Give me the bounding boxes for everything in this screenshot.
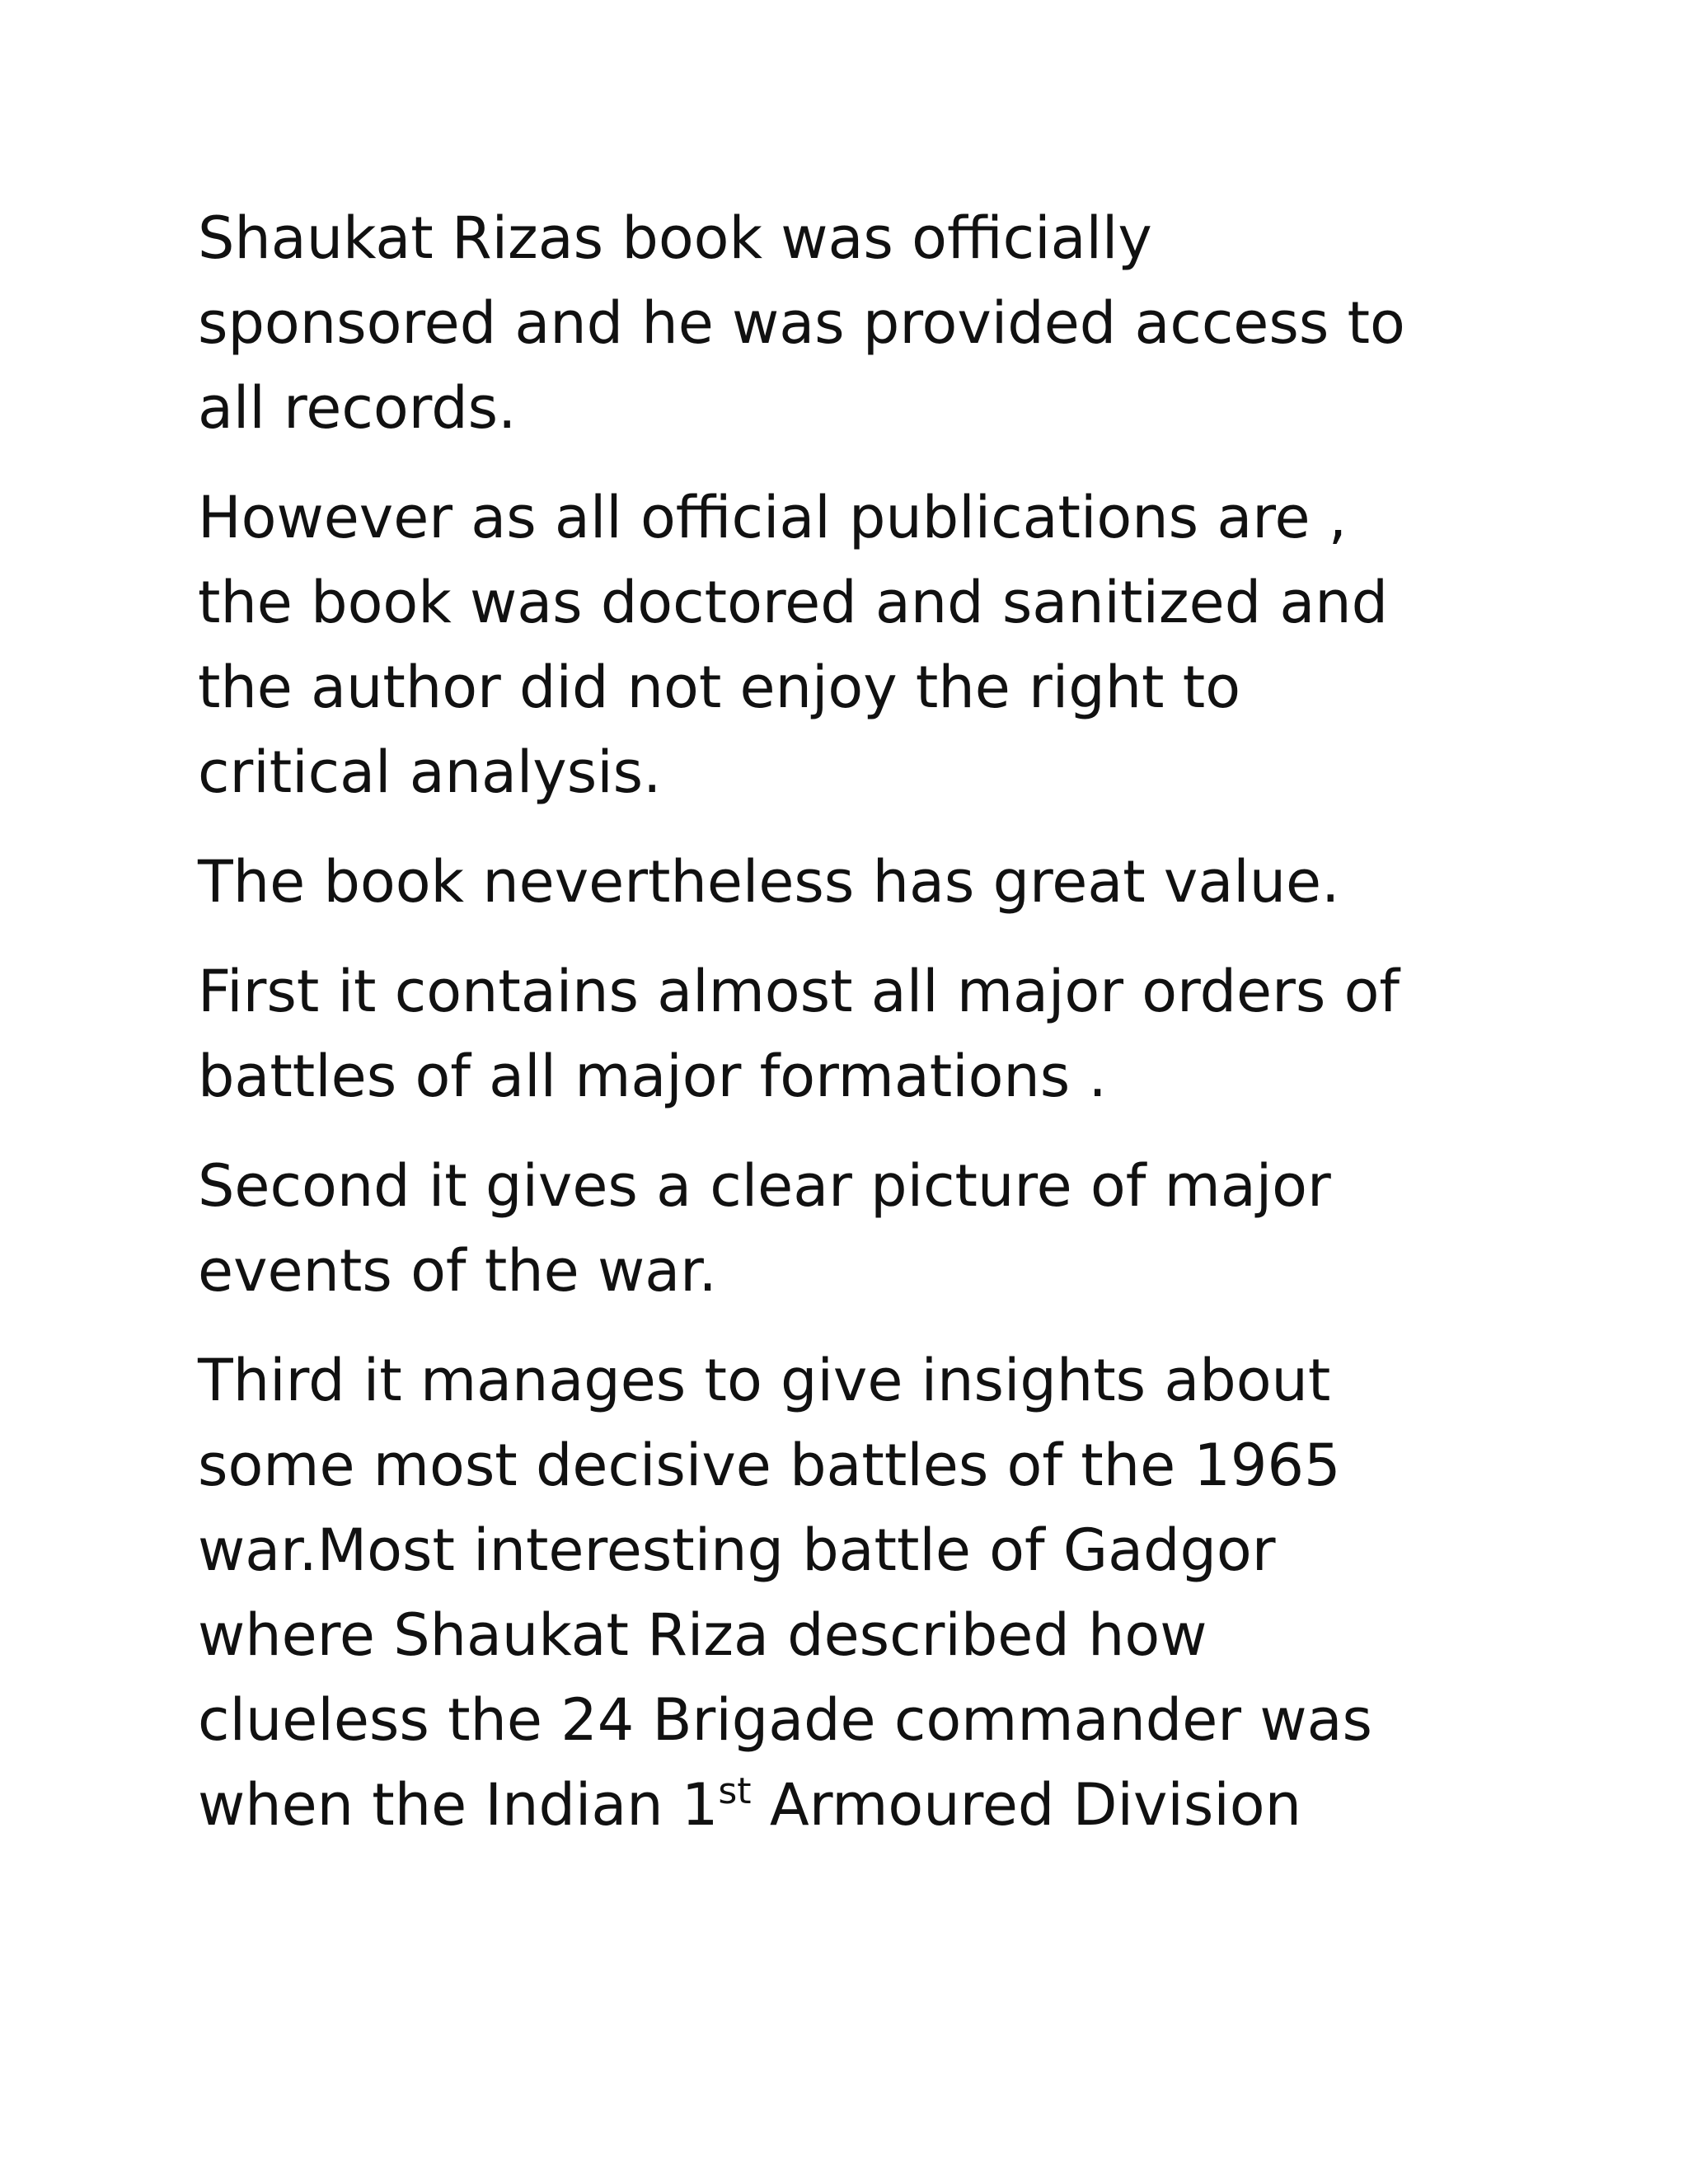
paragraph-2: However as all official publications are , the book was doctored and sanitized and the author did not enjoy the right to critical analysis. <box>198 484 1389 806</box>
paragraph-1: Shaukat Rizas book was officially sponsored and he was provided access to all records. <box>198 204 1405 442</box>
paragraph-5: Second it gives a clear picture of major events of the war. <box>198 1152 1331 1305</box>
paragraph-6-trailing-text: Armoured Division <box>751 1771 1301 1839</box>
ordinal-superscript: st <box>718 1770 752 1812</box>
paragraph-3: The book nevertheless has great value. <box>198 848 1340 916</box>
paragraph-6-main-text: Third it manages to give insights about some most decisive battles of the 1965 war.Most interesting battle of Gadgor where Shaukat Riza described how clueless the 24 Brigade commander was when the Indian 1 <box>198 1347 1372 1839</box>
document-body <box>198 196 1517 1872</box>
paragraph-4: First it contains almost all major orders of battles of all major formations . <box>198 958 1400 1110</box>
paragraph-6 <box>198 1338 1517 1848</box>
